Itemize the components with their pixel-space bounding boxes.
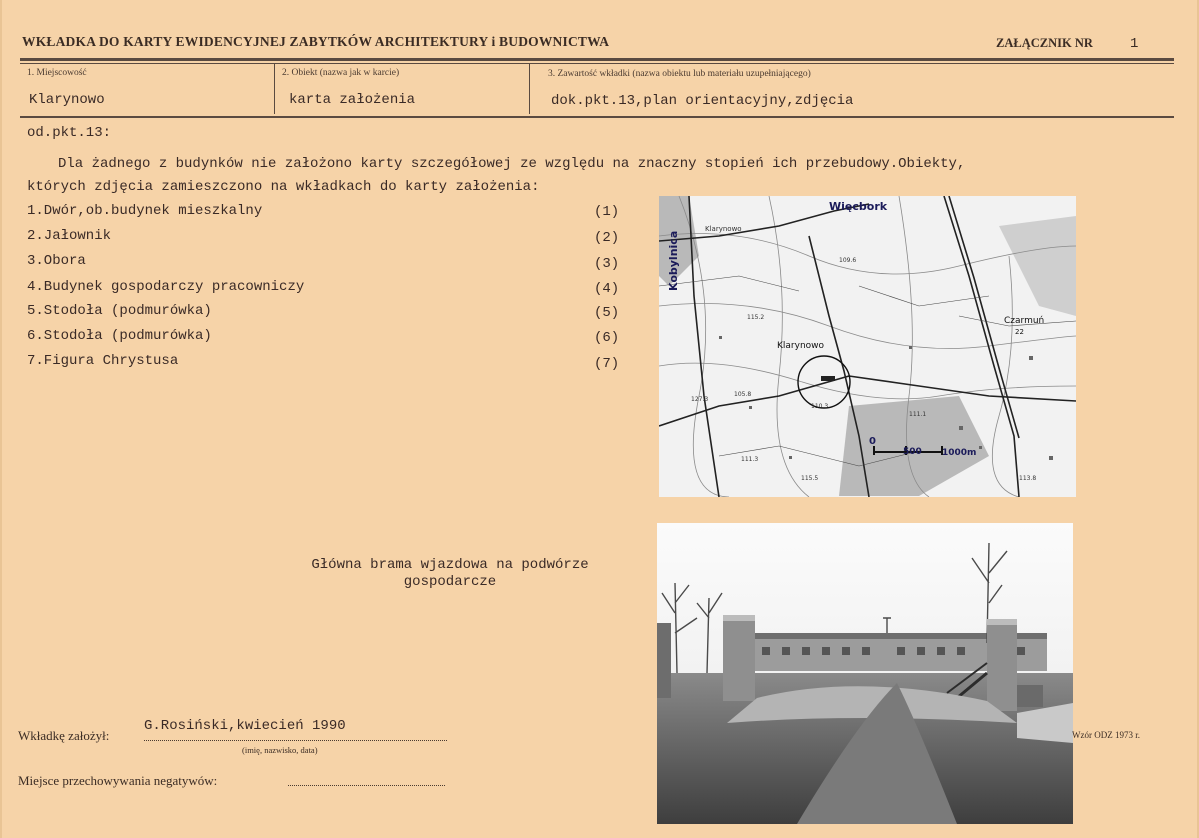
object-label: 2. Obiekt (nazwa jak w karcie) <box>282 68 400 78</box>
map-height-label: 115.5 <box>801 475 819 482</box>
negatives-line <box>288 785 445 786</box>
photo-caption <box>270 557 630 591</box>
map-height-label: 110.3 <box>811 403 829 410</box>
created-by-line <box>144 740 447 741</box>
content-label: 3. Zawartość wkładki (nazwa obiektu lub materiału uzupełniającego) <box>548 69 811 79</box>
list-item-number: (5) <box>594 305 620 321</box>
map-label-czarmun-number: 22 <box>1015 328 1024 336</box>
object-value: karta założenia <box>289 92 416 108</box>
list-item-label: 2.Jałownik <box>27 228 112 244</box>
map-height-label: 113.8 <box>1019 475 1037 482</box>
paragraph-line-2: których zdjęcia zamieszczono na wkładkach do karty założenia: <box>27 179 540 195</box>
created-by-value: G.Rosiński,kwiecień 1990 <box>144 718 346 734</box>
gate-photo-drawing <box>657 523 1073 824</box>
fields-bottom-rule <box>20 116 1174 118</box>
list-item-label: 1.Dwór,ob.budynek mieszkalny <box>27 203 263 219</box>
list-item-number: (6) <box>594 330 620 346</box>
paragraph-line-1: Dla żadnego z budynków nie założono karty szczegółowej ze względu na znaczny stopień ich przebudowy.Obiekty, <box>58 156 966 172</box>
negatives-label: Miejsce przechowywania negatywów: <box>18 773 218 788</box>
map-label-klarynowo-small: Klarynowo <box>705 225 742 233</box>
list-item-label: 5.Stodoła (podmurówka) <box>27 303 212 319</box>
map-height-label: 109.6 <box>839 257 857 264</box>
photo-caption-line-1: Główna brama wjazdowa na podwórze <box>311 557 589 573</box>
gate-photo <box>657 523 1073 824</box>
list-item-label: 3.Obora <box>27 253 86 269</box>
map-height-label: 111.3 <box>741 456 759 463</box>
map-height-label: 127.3 <box>691 396 709 403</box>
map-scale-500: 500 <box>903 447 922 457</box>
map-height-label: 105.8 <box>734 391 752 398</box>
locality-value: Klarynowo <box>29 92 105 108</box>
header-rule-thin <box>20 63 1174 64</box>
map-scale-zero: 0 <box>869 436 876 447</box>
field-divider-2 <box>529 64 530 114</box>
map-scale-1000: 1000m <box>942 448 977 458</box>
header-rule <box>20 58 1174 61</box>
created-by-note: (imię, nazwisko, data) <box>242 745 318 755</box>
list-item-number: (2) <box>594 230 620 246</box>
form-title: WKŁADKA DO KARTY EWIDENCYJNEJ ZABYTKÓW ARCHITEKTURY i BUDOWNICTWA <box>22 34 610 49</box>
map-height-label: 111.1 <box>909 411 927 418</box>
section-heading: od.pkt.13: <box>27 125 112 141</box>
annex-label: ZAŁĄCZNIK NR <box>996 36 1093 50</box>
map-label-klarynowo: Klarynowo <box>777 341 825 351</box>
map-drawing <box>659 196 1076 497</box>
map-label-czarmun: Czarmuń <box>1004 316 1045 326</box>
list-item-label: 7.Figura Chrystusa <box>27 353 179 369</box>
map-label-kobylnica: Kobylnica <box>667 230 680 291</box>
photo-caption-line-2: gospodarcze <box>403 574 497 590</box>
map-height-label: 115.2 <box>747 314 765 321</box>
created-by-label: Wkładkę założył: <box>18 728 110 743</box>
template-note: Wzór ODZ 1973 r. <box>1072 730 1140 740</box>
list-item-label: 6.Stodoła (podmurówka) <box>27 328 212 344</box>
list-item-number: (3) <box>594 256 620 272</box>
map-label-wiecbork: Więcbork <box>829 200 888 213</box>
content-value: dok.pkt.13,plan orientacyjny,zdjęcia <box>551 93 854 109</box>
list-item-number: (7) <box>594 356 620 372</box>
list-item-number: (1) <box>594 204 620 220</box>
locality-label: 1. Miejscowość <box>27 68 87 78</box>
orientation-map <box>659 196 1076 497</box>
list-item-number: (4) <box>594 281 620 297</box>
field-divider-1 <box>274 64 275 114</box>
annex-number: 1 <box>1130 36 1139 52</box>
list-item-label: 4.Budynek gospodarczy pracowniczy <box>27 279 305 295</box>
